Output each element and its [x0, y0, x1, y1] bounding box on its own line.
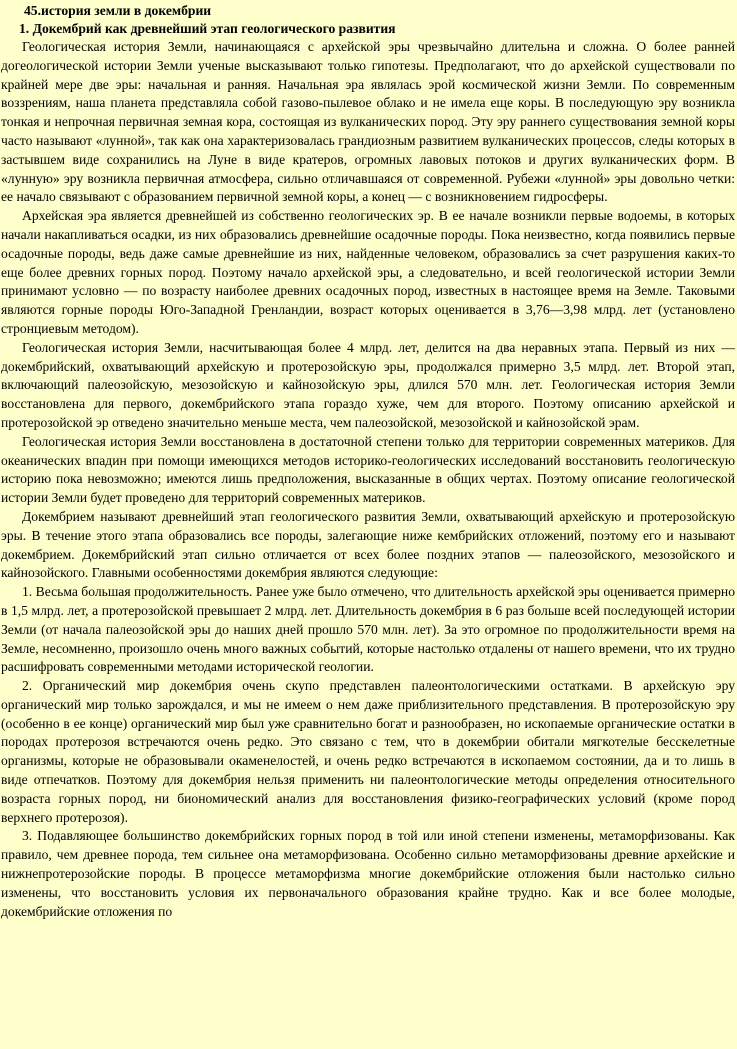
section-heading: 1. Докембрий как древнейший этап геологического развития [19, 21, 396, 36]
paragraph-2: Архейская эра является древнейшей из собственно геологических эр. В ее начале возникли первые водоемы, в которых начали накапливаться осадки, из них образовались древнейшие осадочные породы. Пока неизвестно, когда появились первые осадочные породы, ведь даже самые древнейшие из них, найденные человеком, образовались за счет разрушения каких-то еще более древних горных пород. Поэтому начало архейской эры, а следовательно, и всей геологической истории Земли принимают условно — по возрасту наиболее древних осадочных пород, известных в настоящее время на Земле. Таковыми являются горные породы Юго-Западной Гренландии, возраст которых оценивается в 3,76—3,98 млрд. лет (установлено стронциевым методом). [1, 208, 735, 336]
paragraph-3: Геологическая история Земли, насчитывающая более 4 млрд. лет, делится на два неравных этапа. Первый из них — докембрийский, охватывающий архейскую и протерозойскую эры, продолжался примерно 3,5 млрд. лет. Второй этап, включающий палеозойскую, мезозойскую и кайнозойскую эры, длился 570 млн. лет. Геологическая история Земли восстановлена для первого, докембрийского этапа гораздо хуже, чем для второго. Поэтому описанию архейской и протерозойской эр отведено значительно меньше места, чем палеозойской, мезозойской и кайнозойской эрам. [1, 339, 735, 430]
paragraph-5: Докембрием называют древнейший этап геологического развития Земли, охватывающий архейскую и протерозойскую эры. В течение этого этапа образовались все породы, залегающие ниже кембрийских отложений, поэтому его и называют докембрием. Докембрийский этап сильно отличается от всех более поздних этапов — палеозойского, мезозойского и кайнозойского. Главными особенностями докембрия являются следующие: [1, 508, 735, 581]
document-title: 45.история земли в докембрии [24, 3, 212, 18]
paragraph-4: Геологическая история Земли восстановлена в достаточной степени только для территории современных материков. Для океанических впадин при помощи имеющихся методов историко-геологических исследований восстановить геологическую историю пока невозможно; имеются лишь предположения, высказанные в общих чертах. Поэтому описание геологической истории Земли будет проведено для территорий современных материков. [1, 433, 735, 506]
paragraph-6: 1. Весьма большая продолжительность. Ранее уже было отмечено, что длительность архейской эры оценивается примерно в 1,5 млрд. лет, а протерозойской превышает 2 млрд. лет. Длительность докембрия в 6 раз больше всей последующей истории Земли (от начала палеозойской эры до наших дней прошло 570 млн. лет). За это огромное по продолжительности время на Земле, несомненно, произошло очень много важных событий, которые настолько отдалены от нашего времени, что их трудно расшифровать современными методами исторической геологии. [1, 584, 735, 675]
paragraph-8: 3. Подавляющее большинство докембрийских горных пород в той или иной степени изменены, метаморфизованы. Как правило, чем древнее порода, тем сильнее она метаморфизована. Особенно сильно метаморфизованы древние архейские и нижнепротерозойские породы. В процессе метаморфизма многие докембрийские отложения были настолько сильно изменены, что восстановить условия их первоначального образования крайне трудно. Как и все более молодые, докембрийские отложения по [1, 828, 735, 919]
paragraph-1: Геологическая история Земли, начинающаяся с архейской эры чрезвычайно длительна и сложна. О более ранней догеологической истории Земли ученые высказывают только гипотезы. Предполагают, что до архейской существовали по крайней мере две эры: начальная и ранняя. Начальная эра являлась эрой космической жизни Земли. По современным воззрениям, наша планета представляла собой газово-пылевое облако и не имела еще коры. В последующую эру возникла тонкая и непрочная первичная земная кора, состоящая из вулканических пород. Эту эру раннего существования земной коры часто называют «лунной», так как она характеризовалась грандиозным развитием вулканических процессов, следы которых в застывшем виде сохранились на Луне в виде кратеров, огромных лавовых потоков и других вулканических форм. В «лунную» эру возникла первичная атмосфера, сильно отличавшаяся от современной. Рубежи «лунной» эры довольно четки: ее начало связывают с образованием первичной земной коры, а конец — с возникновением гидросферы. [1, 39, 735, 205]
paragraph-7: 2. Органический мир докембрия очень скупо представлен палеонтологическими остатками. В архейскую эру органический мир только зарождался, и мы не имеем о нем даже приблизительного представления. В протерозойскую эру (особенно в ее конце) органический мир был уже сравнительно богат и разнообразен, но ископаемые органические остатки в породах протерозоя встречаются очень редко. Это связано с тем, что в докембрии обитали мягкотелые бесскелетные организмы, которые не образовывали окаменелостей, и очень редко встречаются в ископаемом состоянии, да и то лишь в виде отпечатков. Поэтому для докембрия нельзя применить ни палеонтологические методы определения относительного возраста горных пород, ни биономический анализ для восстановления физико-географических условий (кроме пород верхнего протерозоя). [1, 678, 735, 825]
